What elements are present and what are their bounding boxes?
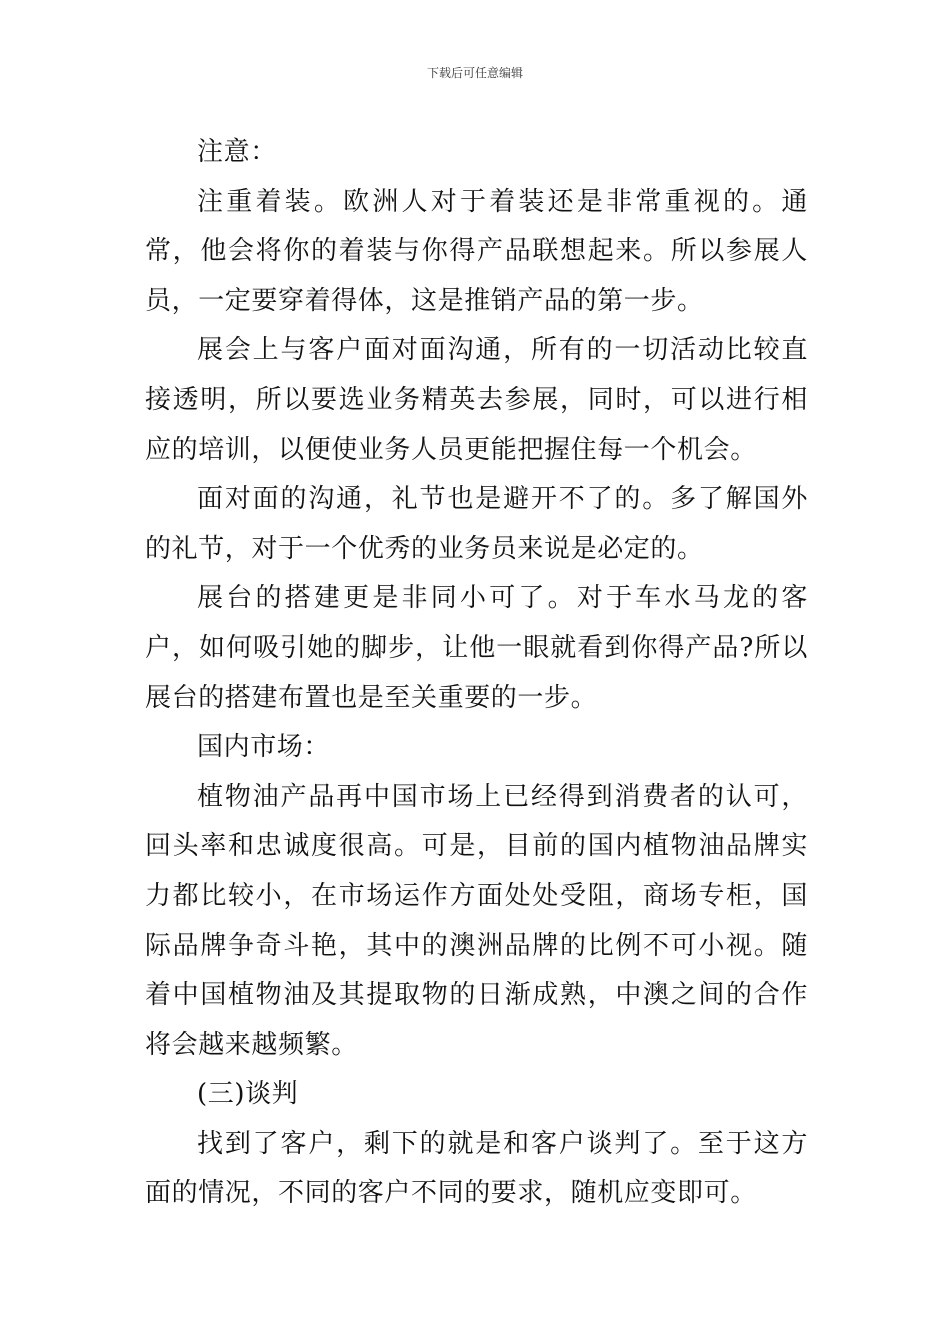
paragraph-attention-heading: 注意： [197, 137, 277, 167]
paragraph-etiquette: 面对面的沟通，礼节也是避开不了的。多了解国外的礼节，对于一个优秀的业务员来说是必定的。 [145, 484, 808, 564]
paragraph-booth: 展台的搭建更是非同小可了。对于车水马龙的客户，如何吸引她的脚步，让他一眼就看到你得产品?所以展台的搭建布置也是至关重要的一步。 [145, 583, 808, 713]
paragraph-domestic-market: 植物油产品再中国市场上已经得到消费者的认可，回头率和忠诚度很高。可是，目前的国内植物油品牌实力都比较小，在市场运作方面处处受阻，商场专柜，国际品牌争奇斗艳，其中的澳洲品牌的比例不可小视。随着中国植物油及其提取物的日渐成熟，中澳之间的合作将会越来越频繁。 [145, 781, 808, 1060]
paragraph-face-to-face: 展会上与客户面对面沟通，所有的一切活动比较直接透明，所以要选业务精英去参展，同时，可以进行相应的培训，以便使业务人员更能把握住每一个机会。 [145, 335, 808, 465]
paragraph-negotiation: 找到了客户，剩下的就是和客户谈判了。至于这方面的情况，不同的客户不同的要求，随机应变即可。 [145, 1128, 808, 1209]
paragraph-dress: 注重着装。欧洲人对于着装还是非常重视的。通常，他会将你的着装与你得产品联想起来。所以参展人员，一定要穿着得体，这是推销产品的第一步。 [145, 186, 808, 316]
page-header-note: 下载后可任意编辑 [426, 66, 523, 80]
document-body [145, 128, 808, 1219]
paragraph-domestic-heading: 国内市场： [197, 732, 331, 763]
paragraph-negotiation-heading: (三)谈判 [197, 1079, 299, 1110]
